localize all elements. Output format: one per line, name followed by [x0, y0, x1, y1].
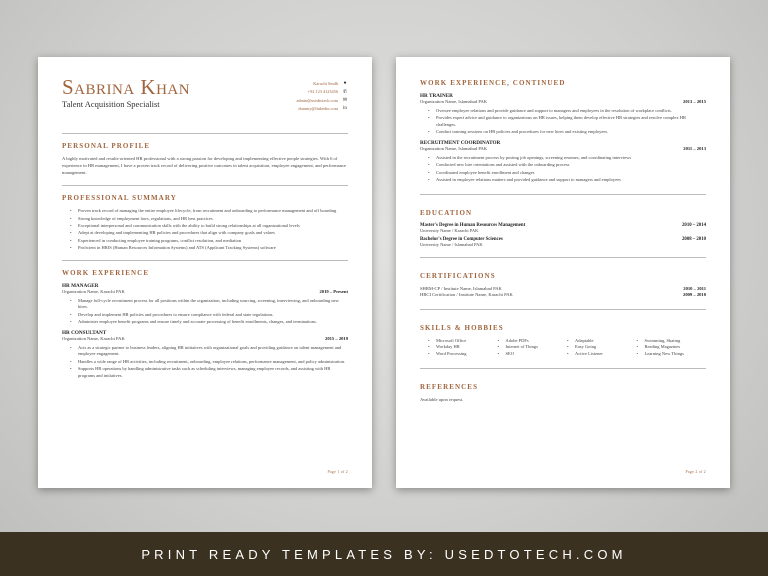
skill-item: • Easy Going [567, 344, 637, 351]
certification-row [420, 292, 706, 299]
education-dates: 2010 – 2014 [682, 222, 706, 228]
page-number: Page 1 of 2 [327, 470, 348, 474]
divider [420, 309, 706, 310]
section-title-experience-continued: WORK EXPERIENCE, CONTINUED [420, 79, 566, 87]
job-duties-list [428, 155, 706, 184]
candidate-job-title: Talent Acquisition Specialist [62, 99, 160, 109]
job-subheader [62, 336, 348, 341]
job-title: HR TRAINER [420, 93, 453, 99]
section-title-experience: WORK EXPERIENCE [62, 268, 150, 277]
job-organization: Organization Name, Karachi PAK [62, 335, 125, 341]
section-title-education: EDUCATION [420, 208, 473, 217]
job-dates: 2019 – Present [319, 288, 348, 294]
certification-dates: 2009 – 2010 [683, 292, 706, 298]
skill-item: • Adaptable [567, 338, 637, 345]
profile-text: A highly motivated and results-oriented HR professional with a strong passion for developing and implementing effective people strategies. With 6 of experience in HR management, I have a proven track record of delivering positive outcomes in talent acquisition, employee engagement, and performance management. [62, 156, 347, 175]
skill-item: • Active Listener [567, 351, 637, 358]
skill-item: • Reading Magazines [637, 344, 707, 351]
divider [62, 185, 348, 186]
job-organization: Organization Name, Karachi PAK [62, 288, 125, 294]
job-duty-item: • Assisted in employee relations matters and provided guidance and support to managers and employees [428, 177, 706, 184]
job-duty-item: • Conduct training sessions on HR policies and procedures for new hires and existing employees. [428, 129, 706, 136]
job-title: RECRUITMENT COORDINATOR [420, 140, 501, 146]
job-duties-list [70, 345, 348, 380]
skills-grid [428, 338, 706, 358]
job-subheader [420, 146, 706, 151]
job-dates: 2011 – 2013 [683, 146, 706, 151]
education-school: University Name / Islamabad PAK [420, 241, 483, 247]
summary-item: • Strong knowledge of employment laws, regulations, and HR best practices [70, 216, 348, 223]
phone-icon: ✆ [342, 89, 348, 95]
summary-item: • Adept at developing and implementing HR policies and procedures that align with company goals and values [70, 230, 348, 237]
resume-page-1 [38, 57, 372, 488]
job-duty-item: • Oversee employee relations and provide guidance and support to managers and employees in the resolution of workplace conflicts. [428, 108, 706, 115]
skill-item: • Word Processing [428, 351, 498, 358]
skill-item: • Microsoft Office [428, 338, 498, 345]
contact-row [296, 79, 348, 88]
education-dates: 2008 – 2010 [682, 236, 706, 242]
section-title-certifications: CERTIFICATIONS [420, 271, 496, 280]
job-duty-item: • Acts as a strategic partner to business leaders, aligning HR initiatives with organizational goals and providing guidance on talent management and employee engagement. [70, 345, 348, 358]
job-subheader [420, 99, 706, 104]
page-number: Page 2 of 2 [685, 470, 706, 474]
resume-header [62, 77, 348, 127]
certification-row [420, 286, 706, 293]
summary-item: • Exceptional interpersonal and communication skills with the ability to build strong relationships at all organizational levels [70, 223, 348, 230]
skill-item: • Internet of Things [498, 344, 568, 351]
job-duty-item: • Assisted in the recruitment process by posting job openings, screening resumes, and coordinating interviews [428, 155, 706, 162]
skill-item: • Learning New Things [637, 351, 707, 358]
job-title: HR MANAGER [62, 282, 99, 289]
education-school: University Name / Karachi PAK [420, 227, 479, 233]
contact-row [296, 105, 348, 114]
experience-list [62, 283, 348, 380]
job-subheader [62, 289, 348, 294]
education-degree: Bachelor's Degree in Computer Sciences [420, 236, 503, 242]
skill-item: • Adobe PDFs [498, 338, 568, 345]
contact-block [296, 79, 348, 113]
education-degree: Master's Degree in Human Resources Management [420, 222, 526, 228]
divider [420, 368, 706, 369]
divider [420, 257, 706, 258]
divider [420, 194, 706, 195]
divider [62, 133, 348, 134]
job-duty-item: • Develop and implement HR policies and procedures to ensure compliance with federal and state regulations. [70, 312, 348, 319]
certification-name: SHRM-CP / Institute Name, Islamabad PAK [420, 285, 502, 291]
job-dates: 2015 – 2019 [325, 335, 348, 341]
footer-text: PRINT READY TEMPLATES BY: USEDTOTECH.COM [141, 546, 627, 562]
job-duty-item: • Administer employee benefit programs and ensure timely and accurate processing of benefit enrollments, changes, and terminations. [70, 319, 348, 326]
summary-list [70, 208, 348, 251]
contact-text: dummy@linkedin.com [298, 106, 338, 112]
education-list [420, 223, 706, 247]
skill-item: • Workday HR [428, 344, 498, 351]
divider [62, 260, 348, 261]
skill-item: • Swimming, Skating [637, 338, 707, 345]
job-duties-list [428, 108, 706, 136]
section-title-references: REFERENCES [420, 382, 479, 391]
experience-list [420, 93, 706, 184]
linkedin-icon: in [343, 106, 347, 112]
summary-item: • Experienced in conducting employee training programs, conflict resolution, and mediation [70, 238, 348, 245]
summary-item: • Proficient in HRIS (Human Resources Information Systems) and ATS (Applicant Tracking Systems) software [70, 245, 348, 252]
section-title-skills: SKILLS & HOBBIES [420, 323, 504, 332]
skill-item: • SEO [498, 351, 568, 358]
job-organization: Organization Name, Islamabad PAK [420, 146, 488, 151]
job-duty-item: • Provides expert advice and guidance to organizations on HR issues, helping them develop effective HR strategies and resolve complex HR challenges. [428, 115, 706, 128]
candidate-name: Sabrina Khan [62, 75, 191, 99]
job-duty-item: • Manage full-cycle recruitment process for all positions within the organization, including sourcing, screening, interviewing, and onboarding new hires. [70, 298, 348, 311]
contact-text: admin@usedtotech.com [296, 97, 338, 103]
contact-row [296, 88, 348, 97]
job-duty-item: • Supports HR operations by handling administrative tasks such as scheduling interviews, managing employee records, and assisting with HR programs and initiatives. [70, 366, 348, 379]
footer-banner [0, 532, 768, 576]
resume-page-2 [396, 57, 730, 488]
job-dates: 2013 – 2015 [683, 99, 706, 104]
references-text: Available upon request. [420, 396, 464, 402]
contact-text: Karachi Sindh [313, 80, 338, 86]
certification-name: HRCI Certification / Institute Name, Karachi PAK [420, 292, 513, 298]
job-duty-item: • Coordinated employee benefit enrollment and changes [428, 170, 706, 177]
section-title-summary: PROFESSIONAL SUMMARY [62, 194, 177, 203]
job-title: HR CONSULTANT [62, 329, 107, 336]
location-icon: ● [343, 80, 347, 86]
section-title-profile: PERSONAL PROFILE [62, 142, 151, 150]
certifications-list [420, 286, 706, 299]
job-duties-list [70, 298, 348, 326]
certification-dates: 2010 – 2011 [683, 285, 706, 291]
summary-item: • Proven track record of managing the entire employee lifecycle, from recruitment and onboarding to performance management and off boarding [70, 208, 348, 215]
job-duty-item: • Handles a wide range of HR activities, including recruitment, onboarding, employee relations, performance management, and policy administration. [70, 359, 348, 366]
email-icon: ✉ [342, 98, 348, 104]
job-duty-item: • Conducted new hire orientations and assisted with the onboarding process [428, 162, 706, 169]
job-organization: Organization Name, Islamabad PAK [420, 99, 488, 104]
contact-text: +92 123 4123456 [307, 89, 338, 95]
contact-row [296, 96, 348, 105]
